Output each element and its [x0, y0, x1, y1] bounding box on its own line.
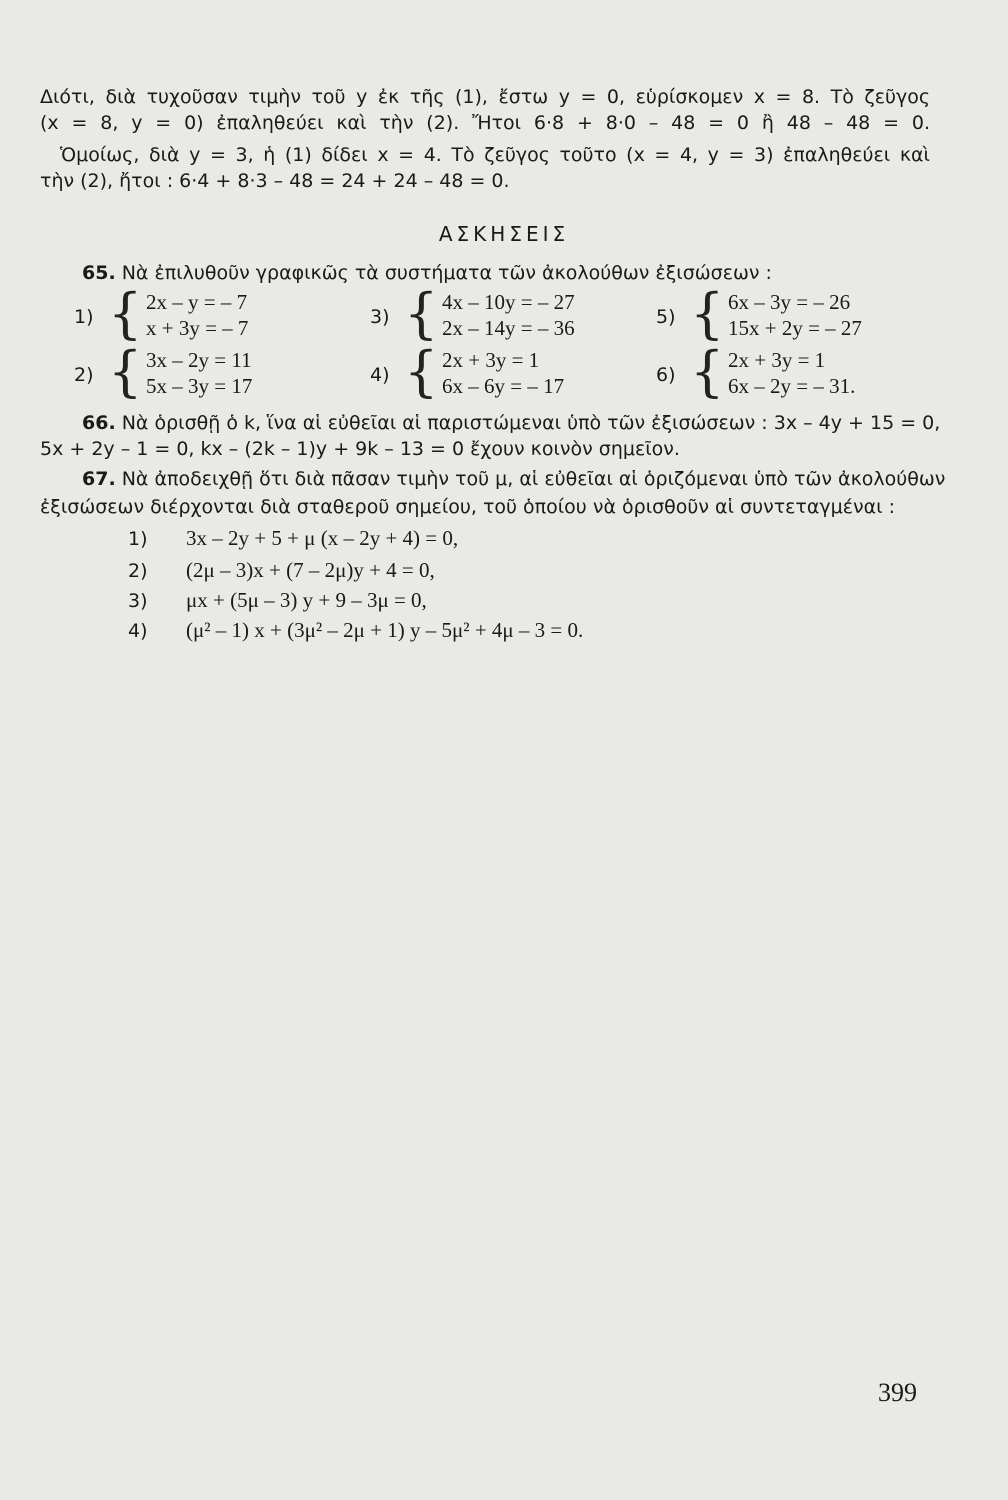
system-eq-2: 6x – 2y = – 31. [728, 374, 856, 398]
system-eq-2: 5x – 3y = 17 [146, 374, 253, 398]
exercise-number: 66. [82, 412, 116, 434]
brace-icon: { [108, 282, 143, 345]
section-title: ΑΣΚΗΣΕΙΣ [438, 222, 570, 246]
brace-icon: { [404, 282, 439, 345]
system-label: 2) [74, 364, 94, 386]
system-eq-2: x + 3y = – 7 [146, 316, 249, 340]
ex67-item-3 [128, 588, 427, 613]
exercise-67-line-1 [82, 468, 946, 490]
system-label: 6) [656, 364, 676, 386]
exercise-text: Νὰ ἀποδειχθῇ ὅτι διὰ πᾶσαν τιμὴν τοῦ μ, αἱ εὐθεῖαι αἱ ὁριζόμεναι ὑπὸ τῶν ἀκολούθων [121, 468, 946, 490]
brace-icon: { [690, 282, 725, 345]
brace-icon: { [404, 340, 439, 403]
item-equation: (2μ – 3)x + (7 – 2μ)y + 4 = 0, [186, 558, 435, 582]
exercise-text: Νὰ ἐπιλυθοῦν γραφικῶς τὰ συστήματα τῶν ἀκολούθων ἐξισώσεων : [121, 262, 772, 284]
system-eq-1: 6x – 3y = – 26 [728, 290, 851, 314]
item-label: 2) [128, 560, 148, 582]
brace-icon: { [690, 340, 725, 403]
ex67-item-1 [128, 526, 458, 551]
item-label: 3) [128, 590, 148, 612]
exercise-66-line-2: 5x + 2y – 1 = 0, kx – (2k – 1)y + 9k – 13 = 0 ἔχουν κοινὸν σημεῖον. [40, 438, 680, 460]
system-eq-1: 4x – 10y = – 27 [442, 290, 575, 314]
exercise-66-line-1 [82, 412, 941, 434]
exercise-number: 67. [82, 468, 116, 490]
exercise-number: 65. [82, 262, 116, 284]
ex67-item-4 [128, 618, 583, 643]
intro-line-2: (x = 8, y = 0) ἐπαληθεύει καὶ τὴν (2). Ἤτοι 6·8 + 8·0 – 48 = 0 ἢ 48 – 48 = 0. [40, 112, 930, 134]
item-equation: 3x – 2y + 5 + μ (x – 2y + 4) = 0, [186, 526, 459, 550]
brace-icon: { [108, 340, 143, 403]
ex67-item-2 [128, 558, 435, 583]
system-label: 5) [656, 306, 676, 328]
intro-line-3: Ὁμοίως, διὰ y = 3, ἡ (1) δίδει x = 4. Τὸ ζεῦγος τοῦτο (x = 4, y = 3) ἐπαληθεύει καὶ [60, 144, 930, 166]
system-eq-1: 3x – 2y = 11 [146, 348, 252, 372]
item-equation: (μ² – 1) x + (3μ² – 2μ + 1) y – 5μ² + 4μ – 3 = 0. [186, 618, 584, 642]
system-eq-1: 2x + 3y = 1 [442, 348, 540, 372]
system-eq-2: 6x – 6y = – 17 [442, 374, 565, 398]
page-number: 399 [878, 1378, 917, 1407]
intro-line-1: Διότι, διὰ τυχοῦσαν τιμὴν τοῦ y ἐκ τῆς (1), ἔστω y = 0, εὑρίσκομεν x = 8. Τὸ ζεῦγος [40, 86, 930, 108]
exercise-text: Νὰ ὁρισθῇ ὁ k, ἵνα αἱ εὐθεῖαι αἱ παριστώμεναι ὑπὸ τῶν ἐξισώσεων : 3x – 4y + 15 = 0, [121, 412, 941, 434]
item-label: 1) [128, 528, 148, 550]
system-eq-1: 2x + 3y = 1 [728, 348, 826, 372]
system-eq-1: 2x – y = – 7 [146, 290, 248, 314]
system-label: 3) [370, 306, 390, 328]
system-eq-2: 2x – 14y = – 36 [442, 316, 575, 340]
exercise-67-line-2: ἐξισώσεων διέρχονται διὰ σταθεροῦ σημείου, τοῦ ὁποίου νὰ ὁρισθοῦν αἱ συντεταγμέναι : [40, 496, 895, 518]
item-label: 4) [128, 620, 148, 642]
intro-line-4: τὴν (2), ἤτοι : 6·4 + 8·3 – 48 = 24 + 24 – 48 = 0. [40, 170, 510, 192]
system-eq-2: 15x + 2y = – 27 [728, 316, 862, 340]
system-label: 4) [370, 364, 390, 386]
system-label: 1) [74, 306, 94, 328]
item-equation: μx + (5μ – 3) y + 9 – 3μ = 0, [186, 588, 427, 612]
exercise-65-statement [82, 262, 922, 284]
